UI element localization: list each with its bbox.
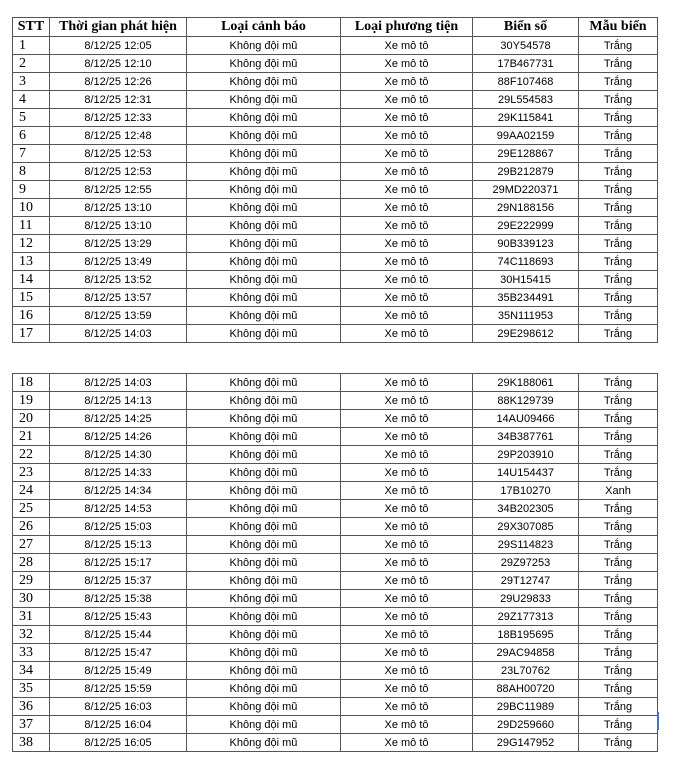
cell-stt[interactable]: 32 bbox=[13, 626, 50, 644]
table-header-row bbox=[13, 18, 658, 37]
cell-plate-color[interactable]: Trắng bbox=[579, 73, 658, 91]
table-row bbox=[13, 500, 658, 518]
table-row bbox=[13, 253, 658, 271]
cell-vehicle-type[interactable]: Xe mô tô bbox=[341, 518, 473, 536]
cell-vehicle-type[interactable]: Xe mô tô bbox=[341, 662, 473, 680]
cell-stt[interactable]: 33 bbox=[13, 644, 50, 662]
cell-detection-time[interactable]: 8/12/25 15:59 bbox=[50, 680, 187, 698]
cell-plate-number[interactable]: 29X307085 bbox=[473, 518, 579, 536]
table-row bbox=[13, 446, 658, 464]
table-row bbox=[13, 127, 658, 145]
cell-warning-type[interactable]: Không đội mũ bbox=[187, 608, 341, 626]
table-row bbox=[13, 662, 658, 680]
cell-warning-type[interactable]: Không đội mũ bbox=[187, 734, 341, 752]
cell-vehicle-type[interactable]: Xe mô tô bbox=[341, 199, 473, 217]
table-row bbox=[13, 698, 658, 716]
cell-plate-color[interactable]: Trắng bbox=[579, 626, 658, 644]
cell-plate-number[interactable]: 29E128867 bbox=[473, 145, 579, 163]
cell-detection-time[interactable]: 8/12/25 15:03 bbox=[50, 518, 187, 536]
cell-detection-time[interactable]: 8/12/25 16:04 bbox=[50, 716, 187, 734]
table-row bbox=[13, 271, 658, 289]
cell-stt[interactable]: 34 bbox=[13, 662, 50, 680]
cell-stt[interactable]: 2 bbox=[13, 55, 50, 73]
cell-detection-time[interactable]: 8/12/25 12:53 bbox=[50, 145, 187, 163]
cell-plate-color[interactable]: Trắng bbox=[579, 271, 658, 289]
text-cursor bbox=[657, 712, 659, 730]
cell-vehicle-type[interactable]: Xe mô tô bbox=[341, 572, 473, 590]
cell-plate-number[interactable]: 29B212879 bbox=[473, 163, 579, 181]
cell-plate-number[interactable]: 34B202305 bbox=[473, 500, 579, 518]
cell-detection-time[interactable]: 8/12/25 15:38 bbox=[50, 590, 187, 608]
cell-stt[interactable]: 23 bbox=[13, 464, 50, 482]
table-row bbox=[13, 307, 658, 325]
header-plate-color[interactable]: Mẫu biển bbox=[579, 18, 658, 37]
table-row bbox=[13, 374, 658, 392]
cell-plate-number[interactable]: 17B467731 bbox=[473, 55, 579, 73]
cell-warning-type[interactable]: Không đội mũ bbox=[187, 145, 341, 163]
cell-plate-number[interactable]: 29E298612 bbox=[473, 325, 579, 343]
violation-table-part-2 bbox=[12, 373, 658, 752]
cell-warning-type[interactable]: Không đội mũ bbox=[187, 271, 341, 289]
cell-stt[interactable]: 35 bbox=[13, 680, 50, 698]
cell-detection-time[interactable]: 8/12/25 14:13 bbox=[50, 392, 187, 410]
cell-plate-color[interactable]: Trắng bbox=[579, 572, 658, 590]
cell-stt[interactable]: 25 bbox=[13, 500, 50, 518]
table-row bbox=[13, 235, 658, 253]
cell-stt[interactable]: 12 bbox=[13, 235, 50, 253]
cell-stt[interactable]: 38 bbox=[13, 734, 50, 752]
cell-vehicle-type[interactable]: Xe mô tô bbox=[341, 289, 473, 307]
cell-warning-type[interactable]: Không đội mũ bbox=[187, 428, 341, 446]
cell-plate-color[interactable]: Trắng bbox=[579, 608, 658, 626]
cell-plate-color[interactable]: Trắng bbox=[579, 698, 658, 716]
header-vehicle-type[interactable]: Loại phương tiện bbox=[341, 18, 473, 37]
cell-vehicle-type[interactable]: Xe mô tô bbox=[341, 217, 473, 235]
cell-plate-number[interactable]: 29Z97253 bbox=[473, 554, 579, 572]
cell-detection-time[interactable]: 8/12/25 15:37 bbox=[50, 572, 187, 590]
table-row bbox=[13, 199, 658, 217]
cell-plate-color[interactable]: Trắng bbox=[579, 518, 658, 536]
cell-vehicle-type[interactable]: Xe mô tô bbox=[341, 500, 473, 518]
cell-vehicle-type[interactable]: Xe mô tô bbox=[341, 626, 473, 644]
cell-stt[interactable]: 29 bbox=[13, 572, 50, 590]
cell-vehicle-type[interactable]: Xe mô tô bbox=[341, 392, 473, 410]
table-row bbox=[13, 428, 658, 446]
cell-vehicle-type[interactable]: Xe mô tô bbox=[341, 91, 473, 109]
cell-plate-number[interactable]: 29BC11989 bbox=[473, 698, 579, 716]
cell-detection-time[interactable]: 8/12/25 13:52 bbox=[50, 271, 187, 289]
cell-vehicle-type[interactable]: Xe mô tô bbox=[341, 374, 473, 392]
cell-plate-color[interactable]: Trắng bbox=[579, 734, 658, 752]
cell-warning-type[interactable]: Không đội mũ bbox=[187, 410, 341, 428]
cell-plate-color[interactable]: Trắng bbox=[579, 536, 658, 554]
cell-warning-type[interactable]: Không đội mũ bbox=[187, 217, 341, 235]
cell-detection-time[interactable]: 8/12/25 13:10 bbox=[50, 199, 187, 217]
cell-warning-type[interactable]: Không đội mũ bbox=[187, 37, 341, 55]
cell-detection-time[interactable]: 8/12/25 14:03 bbox=[50, 374, 187, 392]
cell-plate-number[interactable]: 14U154437 bbox=[473, 464, 579, 482]
cell-plate-color[interactable]: Trắng bbox=[579, 428, 658, 446]
cell-vehicle-type[interactable]: Xe mô tô bbox=[341, 253, 473, 271]
cell-detection-time[interactable]: 8/12/25 15:17 bbox=[50, 554, 187, 572]
cell-vehicle-type[interactable]: Xe mô tô bbox=[341, 482, 473, 500]
table-row bbox=[13, 392, 658, 410]
cell-plate-number[interactable]: 88AH00720 bbox=[473, 680, 579, 698]
cell-detection-time[interactable]: 8/12/25 14:30 bbox=[50, 446, 187, 464]
cell-plate-number[interactable]: 29T12747 bbox=[473, 572, 579, 590]
cell-plate-number[interactable]: 88K129739 bbox=[473, 392, 579, 410]
cell-warning-type[interactable]: Không đội mũ bbox=[187, 698, 341, 716]
cell-warning-type[interactable]: Không đội mũ bbox=[187, 392, 341, 410]
cell-plate-color[interactable]: Trắng bbox=[579, 644, 658, 662]
cell-warning-type[interactable]: Không đội mũ bbox=[187, 127, 341, 145]
cell-plate-number[interactable]: 29MD220371 bbox=[473, 181, 579, 199]
cell-warning-type[interactable]: Không đội mũ bbox=[187, 572, 341, 590]
cell-plate-color[interactable]: Trắng bbox=[579, 716, 658, 734]
cell-warning-type[interactable]: Không đội mũ bbox=[187, 109, 341, 127]
cell-warning-type[interactable]: Không đội mũ bbox=[187, 590, 341, 608]
table-row bbox=[13, 590, 658, 608]
cell-warning-type[interactable]: Không đội mũ bbox=[187, 91, 341, 109]
cell-plate-color[interactable]: Trắng bbox=[579, 464, 658, 482]
table-row bbox=[13, 626, 658, 644]
cell-plate-number[interactable]: 90B339123 bbox=[473, 235, 579, 253]
cell-detection-time[interactable]: 8/12/25 15:44 bbox=[50, 626, 187, 644]
cell-plate-color[interactable]: Trắng bbox=[579, 181, 658, 199]
cell-plate-color[interactable]: Trắng bbox=[579, 109, 658, 127]
cell-stt[interactable]: 28 bbox=[13, 554, 50, 572]
cell-plate-number[interactable]: 29U29833 bbox=[473, 590, 579, 608]
header-detection-time[interactable]: Thời gian phát hiện bbox=[50, 18, 187, 37]
cell-vehicle-type[interactable]: Xe mô tô bbox=[341, 163, 473, 181]
cell-detection-time[interactable]: 8/12/25 12:48 bbox=[50, 127, 187, 145]
cell-warning-type[interactable]: Không đội mũ bbox=[187, 73, 341, 91]
cell-plate-color[interactable]: Trắng bbox=[579, 217, 658, 235]
cell-plate-color[interactable]: Trắng bbox=[579, 199, 658, 217]
cell-vehicle-type[interactable]: Xe mô tô bbox=[341, 734, 473, 752]
cell-plate-number[interactable]: 29N188156 bbox=[473, 199, 579, 217]
cell-detection-time[interactable]: 8/12/25 12:55 bbox=[50, 181, 187, 199]
cell-stt[interactable]: 14 bbox=[13, 271, 50, 289]
cell-detection-time[interactable]: 8/12/25 12:53 bbox=[50, 163, 187, 181]
cell-vehicle-type[interactable]: Xe mô tô bbox=[341, 554, 473, 572]
cell-plate-number[interactable]: 14AU09466 bbox=[473, 410, 579, 428]
cell-plate-color[interactable]: Trắng bbox=[579, 163, 658, 181]
cell-plate-number[interactable]: 29D259660 bbox=[473, 716, 579, 734]
cell-plate-color[interactable]: Trắng bbox=[579, 253, 658, 271]
cell-plate-color[interactable]: Trắng bbox=[579, 410, 658, 428]
cell-detection-time[interactable]: 8/12/25 14:26 bbox=[50, 428, 187, 446]
cell-vehicle-type[interactable]: Xe mô tô bbox=[341, 446, 473, 464]
table-row bbox=[13, 91, 658, 109]
cell-warning-type[interactable]: Không đội mũ bbox=[187, 536, 341, 554]
cell-plate-number[interactable]: 23L70762 bbox=[473, 662, 579, 680]
table-row bbox=[13, 410, 658, 428]
cell-detection-time[interactable]: 8/12/25 13:57 bbox=[50, 289, 187, 307]
header-warning-type[interactable]: Loại cảnh báo bbox=[187, 18, 341, 37]
cell-plate-color[interactable]: Trắng bbox=[579, 307, 658, 325]
cell-plate-number[interactable]: 29E222999 bbox=[473, 217, 579, 235]
cell-stt[interactable]: 1 bbox=[13, 37, 50, 55]
cell-warning-type[interactable]: Không đội mũ bbox=[187, 626, 341, 644]
cell-detection-time[interactable]: 8/12/25 13:29 bbox=[50, 235, 187, 253]
table-row bbox=[13, 716, 658, 734]
cell-vehicle-type[interactable]: Xe mô tô bbox=[341, 73, 473, 91]
cell-warning-type[interactable]: Không đội mũ bbox=[187, 374, 341, 392]
cell-vehicle-type[interactable]: Xe mô tô bbox=[341, 55, 473, 73]
table-row bbox=[13, 109, 658, 127]
cell-warning-type[interactable]: Không đội mũ bbox=[187, 482, 341, 500]
table-row bbox=[13, 554, 658, 572]
cell-vehicle-type[interactable]: Xe mô tô bbox=[341, 181, 473, 199]
cell-stt[interactable]: 36 bbox=[13, 698, 50, 716]
table-row bbox=[13, 37, 658, 55]
cell-detection-time[interactable]: 8/12/25 14:53 bbox=[50, 500, 187, 518]
table-row bbox=[13, 482, 658, 500]
cell-vehicle-type[interactable]: Xe mô tô bbox=[341, 145, 473, 163]
cell-detection-time[interactable]: 8/12/25 12:31 bbox=[50, 91, 187, 109]
cell-plate-color[interactable]: Trắng bbox=[579, 127, 658, 145]
cell-warning-type[interactable]: Không đội mũ bbox=[187, 464, 341, 482]
cell-detection-time[interactable]: 8/12/25 16:05 bbox=[50, 734, 187, 752]
cell-vehicle-type[interactable]: Xe mô tô bbox=[341, 590, 473, 608]
cell-detection-time[interactable]: 8/12/25 15:13 bbox=[50, 536, 187, 554]
cell-detection-time[interactable]: 8/12/25 14:25 bbox=[50, 410, 187, 428]
cell-vehicle-type[interactable]: Xe mô tô bbox=[341, 428, 473, 446]
cell-stt[interactable]: 18 bbox=[13, 374, 50, 392]
cell-vehicle-type[interactable]: Xe mô tô bbox=[341, 608, 473, 626]
cell-plate-color[interactable]: Trắng bbox=[579, 554, 658, 572]
cell-plate-number[interactable]: 29K188061 bbox=[473, 374, 579, 392]
table-row bbox=[13, 464, 658, 482]
cell-vehicle-type[interactable]: Xe mô tô bbox=[341, 464, 473, 482]
cell-plate-number[interactable]: 30Y54578 bbox=[473, 37, 579, 55]
table-row bbox=[13, 163, 658, 181]
cell-plate-color[interactable]: Trắng bbox=[579, 590, 658, 608]
cell-stt[interactable]: 17 bbox=[13, 325, 50, 343]
cell-vehicle-type[interactable]: Xe mô tô bbox=[341, 644, 473, 662]
cell-plate-number[interactable]: 30H15415 bbox=[473, 271, 579, 289]
cell-plate-number[interactable]: 29K115841 bbox=[473, 109, 579, 127]
cell-warning-type[interactable]: Không đội mũ bbox=[187, 253, 341, 271]
cell-warning-type[interactable]: Không đội mũ bbox=[187, 446, 341, 464]
table-row bbox=[13, 536, 658, 554]
cell-warning-type[interactable]: Không đội mũ bbox=[187, 500, 341, 518]
cell-warning-type[interactable]: Không đội mũ bbox=[187, 307, 341, 325]
cell-stt[interactable]: 16 bbox=[13, 307, 50, 325]
cell-plate-number[interactable]: 29P203910 bbox=[473, 446, 579, 464]
cell-vehicle-type[interactable]: Xe mô tô bbox=[341, 325, 473, 343]
cell-plate-color[interactable]: Trắng bbox=[579, 37, 658, 55]
cell-plate-color[interactable]: Xanh bbox=[579, 482, 658, 500]
cell-detection-time[interactable]: 8/12/25 15:49 bbox=[50, 662, 187, 680]
cell-vehicle-type[interactable]: Xe mô tô bbox=[341, 235, 473, 253]
cell-warning-type[interactable]: Không đội mũ bbox=[187, 55, 341, 73]
cell-warning-type[interactable]: Không đội mũ bbox=[187, 181, 341, 199]
violation-table-part-1 bbox=[12, 17, 658, 343]
cell-plate-number[interactable]: 18B195695 bbox=[473, 626, 579, 644]
cell-stt[interactable]: 20 bbox=[13, 410, 50, 428]
cell-stt[interactable]: 22 bbox=[13, 446, 50, 464]
cell-plate-number[interactable]: 29AC94858 bbox=[473, 644, 579, 662]
cell-stt[interactable]: 5 bbox=[13, 109, 50, 127]
cell-warning-type[interactable]: Không đội mũ bbox=[187, 163, 341, 181]
cell-plate-color[interactable]: Trắng bbox=[579, 446, 658, 464]
cell-plate-color[interactable]: Trắng bbox=[579, 145, 658, 163]
cell-vehicle-type[interactable]: Xe mô tô bbox=[341, 536, 473, 554]
cell-plate-number[interactable]: 29S114823 bbox=[473, 536, 579, 554]
cell-stt[interactable]: 13 bbox=[13, 253, 50, 271]
cell-detection-time[interactable]: 8/12/25 15:43 bbox=[50, 608, 187, 626]
cell-plate-color[interactable]: Trắng bbox=[579, 289, 658, 307]
cell-detection-time[interactable]: 8/12/25 14:33 bbox=[50, 464, 187, 482]
cell-plate-number[interactable]: 29L554583 bbox=[473, 91, 579, 109]
cell-stt[interactable]: 6 bbox=[13, 127, 50, 145]
cell-stt[interactable]: 15 bbox=[13, 289, 50, 307]
table-row bbox=[13, 734, 658, 752]
cell-stt[interactable]: 4 bbox=[13, 91, 50, 109]
cell-vehicle-type[interactable]: Xe mô tô bbox=[341, 109, 473, 127]
cell-plate-color[interactable]: Trắng bbox=[579, 680, 658, 698]
cell-stt[interactable]: 3 bbox=[13, 73, 50, 91]
cell-plate-number[interactable]: 35B234491 bbox=[473, 289, 579, 307]
cell-warning-type[interactable]: Không đội mũ bbox=[187, 199, 341, 217]
cell-plate-color[interactable]: Trắng bbox=[579, 55, 658, 73]
table-row bbox=[13, 572, 658, 590]
table-row bbox=[13, 145, 658, 163]
cell-plate-number[interactable]: 29G147952 bbox=[473, 734, 579, 752]
cell-plate-number[interactable]: 88F107468 bbox=[473, 73, 579, 91]
table-row bbox=[13, 289, 658, 307]
table-row bbox=[13, 217, 658, 235]
cell-vehicle-type[interactable]: Xe mô tô bbox=[341, 271, 473, 289]
cell-plate-number[interactable]: 35N111953 bbox=[473, 307, 579, 325]
cell-warning-type[interactable]: Không đội mũ bbox=[187, 680, 341, 698]
cell-vehicle-type[interactable]: Xe mô tô bbox=[341, 410, 473, 428]
cell-detection-time[interactable]: 8/12/25 13:10 bbox=[50, 217, 187, 235]
cell-stt[interactable]: 11 bbox=[13, 217, 50, 235]
cell-vehicle-type[interactable]: Xe mô tô bbox=[341, 307, 473, 325]
table-row bbox=[13, 73, 658, 91]
cell-detection-time[interactable]: 8/12/25 15:47 bbox=[50, 644, 187, 662]
cell-detection-time[interactable]: 8/12/25 13:59 bbox=[50, 307, 187, 325]
cell-stt[interactable]: 24 bbox=[13, 482, 50, 500]
cell-warning-type[interactable]: Không đội mũ bbox=[187, 644, 341, 662]
cell-warning-type[interactable]: Không đội mũ bbox=[187, 235, 341, 253]
cell-plate-number[interactable]: 34B387761 bbox=[473, 428, 579, 446]
cell-warning-type[interactable]: Không đội mũ bbox=[187, 716, 341, 734]
cell-stt[interactable]: 27 bbox=[13, 536, 50, 554]
cell-detection-time[interactable]: 8/12/25 16:03 bbox=[50, 698, 187, 716]
cell-stt[interactable]: 30 bbox=[13, 590, 50, 608]
cell-plate-color[interactable]: Trắng bbox=[579, 235, 658, 253]
table-row bbox=[13, 325, 658, 343]
cell-warning-type[interactable]: Không đội mũ bbox=[187, 289, 341, 307]
cell-detection-time[interactable]: 8/12/25 14:03 bbox=[50, 325, 187, 343]
cell-detection-time[interactable]: 8/12/25 12:33 bbox=[50, 109, 187, 127]
table-row bbox=[13, 608, 658, 626]
cell-stt[interactable]: 10 bbox=[13, 199, 50, 217]
table-row bbox=[13, 518, 658, 536]
cell-warning-type[interactable]: Không đội mũ bbox=[187, 662, 341, 680]
cell-warning-type[interactable]: Không đội mũ bbox=[187, 325, 341, 343]
cell-detection-time[interactable]: 8/12/25 13:49 bbox=[50, 253, 187, 271]
cell-plate-color[interactable]: Trắng bbox=[579, 500, 658, 518]
cell-stt[interactable]: 21 bbox=[13, 428, 50, 446]
cell-plate-number[interactable]: 99AA02159 bbox=[473, 127, 579, 145]
cell-warning-type[interactable]: Không đội mũ bbox=[187, 554, 341, 572]
cell-stt[interactable]: 19 bbox=[13, 392, 50, 410]
cell-detection-time[interactable]: 8/12/25 12:05 bbox=[50, 37, 187, 55]
cell-detection-time[interactable]: 8/12/25 14:34 bbox=[50, 482, 187, 500]
cell-stt[interactable]: 37 bbox=[13, 716, 50, 734]
cell-stt[interactable]: 8 bbox=[13, 163, 50, 181]
cell-vehicle-type[interactable]: Xe mô tô bbox=[341, 716, 473, 734]
table-row bbox=[13, 680, 658, 698]
cell-detection-time[interactable]: 8/12/25 12:26 bbox=[50, 73, 187, 91]
table-row bbox=[13, 55, 658, 73]
cell-plate-number[interactable]: 74C118693 bbox=[473, 253, 579, 271]
header-stt[interactable]: STT bbox=[13, 18, 50, 37]
cell-detection-time[interactable]: 8/12/25 12:10 bbox=[50, 55, 187, 73]
cell-plate-color[interactable]: Trắng bbox=[579, 91, 658, 109]
cell-vehicle-type[interactable]: Xe mô tô bbox=[341, 698, 473, 716]
cell-plate-color[interactable]: Trắng bbox=[579, 374, 658, 392]
table-row bbox=[13, 181, 658, 199]
cell-plate-color[interactable]: Trắng bbox=[579, 392, 658, 410]
cell-stt[interactable]: 7 bbox=[13, 145, 50, 163]
cell-stt[interactable]: 26 bbox=[13, 518, 50, 536]
table-row bbox=[13, 644, 658, 662]
cell-warning-type[interactable]: Không đội mũ bbox=[187, 518, 341, 536]
cell-plate-number[interactable]: 29Z177313 bbox=[473, 608, 579, 626]
cell-vehicle-type[interactable]: Xe mô tô bbox=[341, 680, 473, 698]
cell-plate-color[interactable]: Trắng bbox=[579, 325, 658, 343]
cell-vehicle-type[interactable]: Xe mô tô bbox=[341, 37, 473, 55]
cell-stt[interactable]: 9 bbox=[13, 181, 50, 199]
cell-vehicle-type[interactable]: Xe mô tô bbox=[341, 127, 473, 145]
header-plate-number[interactable]: Biển số bbox=[473, 18, 579, 37]
cell-plate-number[interactable]: 17B10270 bbox=[473, 482, 579, 500]
cell-plate-color[interactable]: Trắng bbox=[579, 662, 658, 680]
cell-stt[interactable]: 31 bbox=[13, 608, 50, 626]
